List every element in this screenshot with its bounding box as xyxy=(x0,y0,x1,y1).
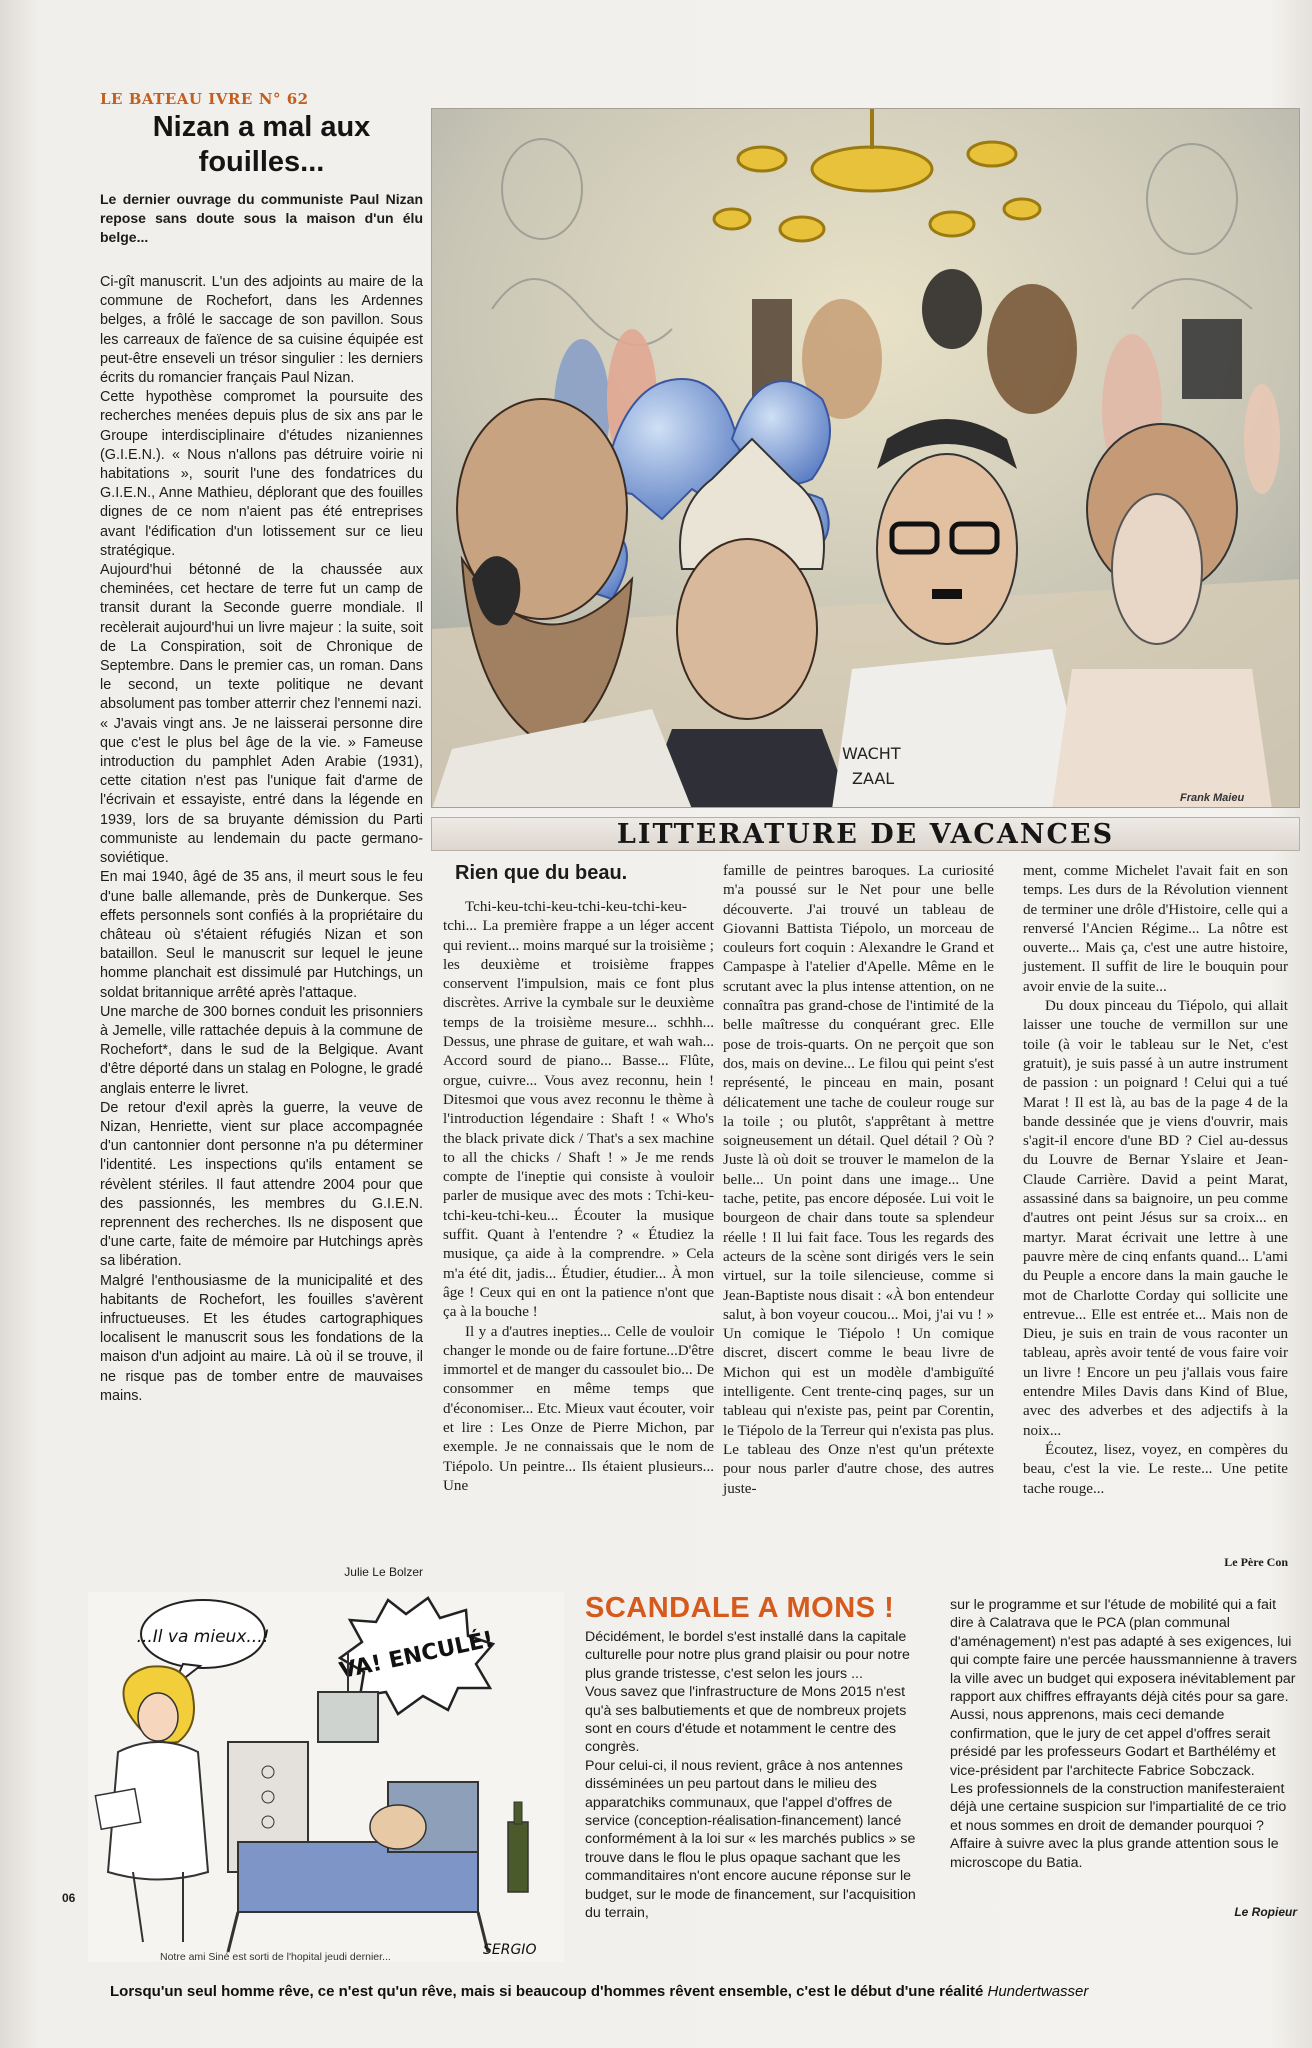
illustration-painting xyxy=(431,108,1300,808)
scandale-column-2 xyxy=(950,1596,1297,1872)
main-headline: Nizan a mal aux fouilles... xyxy=(152,111,371,178)
cartoon-speech-right: VA! ENCULÉ! xyxy=(337,1627,496,1685)
scandale-paragraph: Les professionnels de la construction manifesteraient déjà une certaine suspicion sur l'impartialité de ce trio et nous sommes en droit de demander pourquoi ? xyxy=(950,1781,1287,1834)
literature-paragraph: ment, comme Michelet l'avait fait en son temps. Les durs de la Révolution viennent de terminer une drôle d'Histoire, celle qui a renversé l'Ancien Régime... La nôtre est ouverte... Mais ça, c'est une autre histoire, justement. Il suffit de lire le bouquin pour avoir envie de la suite... xyxy=(1023,863,1288,995)
section-header xyxy=(431,817,1300,851)
main-paragraph: Aujourd'hui bétonné de la chaussée aux cheminées, cet hectare de terre fut un camp de transit durant la Seconde guerre mondiale. Il recèlerait aujourd'hui un livre majeur : la suite, soit de La Conspiration, soit de Chronique de Septembre. Dans le premier cas, un roman. Dans le second, un texte politique ne devant absolument pas tomber atterrir chez l'ennemi nazi. xyxy=(100,562,423,713)
scandale-paragraph: Pour celui-ci, il nous revient, grâce à nos antennes disséminées un peu partout dans le milieu des apparatchiks communaux, que l'appel d'offres de service (conception-réalisation-financement) lancé conformément à la loi sur « les marchés publics » se trouve dans le flou le plus opaque sachant que les commanditaires n'ont encore aucune réponse sur le budget, sur le mode de financement, sur l'acquisition du terrain, xyxy=(585,1757,916,1922)
main-paragraph: « J'avais vingt ans. Je ne laisserai personne dire que c'est le plus bel âge de la vie. » Fameuse introduction du pamphlet Aden Arabie (1931), cette citation n'est pas l'unique fait d'arme de l'écrivain et essayiste, entré dans la légende en 1939, lors de sa bruyante démission du Parti communiste au lendemain du pacte germano-soviétique. xyxy=(100,715,423,867)
cartoon-artist-signature: SERGIO xyxy=(483,1942,537,1958)
section-title: LITTERATURE DE VACANCES xyxy=(616,819,1115,850)
scandale-paragraph: Vous savez que l'infrastructure de Mons 2015 n'est qu'à ses balbutiements et que de nombreux projets sont en cours d'étude et notamment le centre des congrès. xyxy=(585,1684,907,1756)
literature-paragraph: Écoutez, lisez, voyez, en compères du beau, c'est la vie. Le reste... Une petite tache rouge... xyxy=(1023,1441,1288,1497)
scandale-paragraph: Affaire à suivre avec la plus grande attention sous le microscope du Batia. xyxy=(950,1836,1279,1871)
literature-paragraph: famille de peintres baroques. La curiosité m'a poussé sur le Net pour une belle découverte. J'ai trouvé un tableau de Giovanni Battista Tiépolo, un morceau de couleurs fort coquin : Alexandre le Grand et Campaspe à l'atelier d'Apelle. Même en le scrutant avec la plus intense attention, on ne connaîtra pas grand-chose de l'intimité de la belle maîtresse du conquérant grec. Elle pose de trois-quarts. On ne perçoit que son dos, mais on devine... Le filou qui peint s'est représenté, le pinceau en main, posant délicatement une tache de couleur rouge sur la toile ; ou plutôt, s'apprêtant à mettre soigneusement un détail. Quel détail ? Où ? Juste là où doit se trouver le mamelon de la belle... Un point dans une image... Une tache, petite, pas encore déposée. Lui voit le bourgeon de chair dans toute sa splendeur réelle ! Il lui fait face. Tous les regards des acteurs de la scène sont dirigés vers le sein virtuel, sur la toile silencieuse, comme si Jean-Baptiste nous disait : «À bon entendeur salut, à bon voyeur coucou... Moi, j'ai vu ! » Un comique le Tiépolo ! Un comique discret, discert comme le beau livre de Michon qui est un modèle d'ambiguïté intelligente. Cent trente-cinq pages, sur un tableau qui n'existe pas, peint par Corentin, le Tiépolo de la Terreur qui n'exista pas plus. Le tableau des Onze n'est qu'un prétexte pour nous parler d'autre chose, des autres juste- xyxy=(723,863,994,1497)
main-paragraph: Cette hypothèse compromet la poursuite des recherches menées depuis plus de six ans par le Groupe interdisciplinaire d'études nizaniennes (G.I.E.N.). « Nous n'allons pas détruire voirie ni habitations », sourit l'une des fondatrices du G.I.E.N., Anne Mathieu, déplorant que des fouilles dignes de ce nom n'aient pas été entreprises avant l'édification d'un lotissement sur ce lieu stratégique. xyxy=(100,389,423,559)
scandale-author: Le Ropieur xyxy=(1234,1905,1297,1919)
cartoon-speech-left: ...Il va mieux...! xyxy=(136,1627,270,1647)
masthead xyxy=(100,90,309,108)
illustration-credit: Frank Maieu xyxy=(1180,792,1245,804)
scandale-paragraph: Décidément, le bordel s'est installé dans la capitale culturelle pour notre plus grand plaisir ou pour notre plus grande tristesse, c'est selon les jours ... xyxy=(585,1629,910,1682)
main-paragraph: Une marche de 300 bornes conduit les prisonniers à Jemelle, ville rattachée depuis à la commune de Rochefort*, dans le sud de la Belgique. Avant d'être déporté dans un stalag en Pologne, le gradé anglais enterre le livret. xyxy=(100,1003,423,1097)
literature-paragraph: Il y a d'autres inepties... Celle de vouloir changer le monde ou de faire fortune...D'être immortel et de manger du cassoulet bio... De consommer en même temps que d'économiser... Etc. Mieux vaut écouter, voir et lire : Les Onze de Pierre Michon, par exemple. Je ne connaissais que le nom de Tiépolo. Un peintre... Ils étaient plusieurs... Une xyxy=(443,1323,714,1494)
literature-author: Le Père Con xyxy=(1224,1555,1288,1569)
scandale-paragraph: Aussi, nous apprenons, mais ceci demande confirmation, que le jury de cet appel d'offres serait présidé par les professeurs Godart et Barthélémy et vice-président par l'architecte Fabrice Sobczack. xyxy=(950,1707,1276,1779)
footer-quote-text: Lorsqu'un seul homme rêve, ce n'est qu'un rêve, mais si beaucoup d'hommes rêvent ensemble, c'est le début d'une réalité xyxy=(110,1983,984,2000)
main-article-body xyxy=(100,273,423,1406)
main-paragraph: De retour d'exil après la guerre, la veuve de Nizan, Henriette, vient sur place accompagnée d'un cantonnier dont personne n'a pu déterminer l'identité. Les inspections qu'ils entament se révèlent stériles. Il faut attendre 2004 pour que des passionnés, les membres du G.I.E.N. reprennent des recherches. Ils ne disposent que d'une carte, faite de mémoire par Hutchings après sa libération. xyxy=(100,1099,423,1270)
page-number: 06 xyxy=(62,1891,76,1905)
main-article-author: Julie Le Bolzer xyxy=(344,1565,423,1579)
footer-quote xyxy=(110,1983,1310,2000)
main-paragraph: Malgré l'enthousiasme de la municipalité et des habitants de Rochefort, les fouilles s'avèrent infructueuses. Et les études cartographiques localisent le manuscrit sous les fondations de la maison d'un adjoint au maire. Là où il se trouve, il ne risque pas de tomber entre de mauvaises mains. xyxy=(100,1272,423,1404)
literature-column-2 xyxy=(723,862,994,1499)
literature-subhead: Rien que du beau. xyxy=(455,862,628,884)
scandale-paragraph: sur le programme et sur l'étude de mobilité qui a fait dire à Calatrava que le PCA (plan communal d'aménagement) n'est pas adapté à ses exigences, lui qui compte faire une percée haussmannienne à travers la ville avec un budget qui exposera inévitablement par rapport aux chiffres effrayants déjà cités pour sa gare. xyxy=(950,1597,1298,1706)
illustration-signature-2: ZAAL xyxy=(852,769,895,788)
main-paragraph: Ci-gît manuscrit. L'un des adjoints au maire de la commune de Rochefort, dans les Ardennes belges, a frôlé le saccage de son pavillon. Sous les carreaux de faïence de sa cuisine équipée est peut-être enseveli un trésor singulier : les derniers écrits du romancier français Paul Nizan. xyxy=(100,274,423,387)
footer-quote-author: Hundertwasser xyxy=(987,1983,1089,2000)
scandale-column-1 xyxy=(585,1628,930,1923)
main-article xyxy=(100,110,423,1579)
main-paragraph: En mai 1940, âgé de 35 ans, il meurt sous le feu d'une balle allemande, près de Dunkerque. Ses effets personnels sont confiés à la propriétaire du château où s'étaient réfugiés Nizan et son bataillon. Seul le manuscrit sur lequel le jeune homme planchait est dissimulé par Hutchings, un soldat britannique arrêté après l'attaque. xyxy=(100,869,423,1001)
main-lede: Le dernier ouvrage du communiste Paul Nizan repose sans doute sous la maison d'un élu belge... xyxy=(100,191,423,245)
literature-column-1 xyxy=(443,862,714,1496)
literature-paragraph: Tchi-keu-tchi-keu-tchi-keu-tchi-keu-tchi... La première frappe a un léger accent qui revient... moins marqué sur la troisième ; les deuxième et troisième frappes conservent l'impulsion, mais ce font plus discrètes. Arrive la cymbale sur le deuxième temps de la troisième mesure... schhh... Dessus, une phrase de guitare, et wah wah... Accord sourd de piano... Basse... Flûte, orgue, cuivre... Vous avez reconnu, hein ! Ditesmoi que vous avez reconnu le thème à l'introduction légendaire : Shaft ! « Who's the black private dick / That's a sex machine to all the chicks / Shaft ! » Je me rends compte de l'ineptie qui consiste à vouloir parler de musique avec des mots : Tchi-keu-tchi-keu-tchi-keu... Écouter la musique suffit. Quant à l'entendre ? « Étudiez la musique, ça aide à la comprendre. » Cela m'a été dit, jadis... Étudier, étudier... À mon âge ! Ceux qui en ont la patience n'ont que ça à la bouche ! xyxy=(443,899,714,1321)
literature-article xyxy=(443,862,1301,1582)
literature-paragraph: Du doux pinceau du Tiépolo, qui allait laisser une touche de vermillon sur une toile (à voir le tableau sur le Net, c'est gratuit), je suis passé à un autre instrument de passion : un poignard ! Celui qui a tué Marat ! Il est là, au bas de la page 4 de la bande dessinée que je viens d'ouvrir, mais s'agit-il encore d'une BD ? Ciel au-dessus du Louvre de Bernar Yslaire et Jean-Claude Carrière. David a peint Marat, assassiné dans sa baignoire, un peu comme d'autres ont peint Jésus sur sa croix... en martyr. Marat écrivait une lettre à une pauvre mère de cinq enfants quand... L'ami du Peuple a encore dans la main gauche le mot de Charlotte Corday qui sollicite une entrevue... Elle est entrée et... Mais non de Dieu, je suis en train de vous raconter un tableau, après avoir tenté de vous faire voir un livre ! Encore un peu j'allais vous faire entendre Miles Davis dans Kind of Blue, avec des adverbes et des adjectifs à la noix... xyxy=(1023,998,1288,1439)
masthead-name: LE BATEAU IVRE xyxy=(100,90,253,108)
cartoon-illustration xyxy=(88,1592,564,1962)
scandale-title: SCANDALE A MONS ! xyxy=(585,1592,895,1624)
literature-column-3 xyxy=(1023,862,1288,1499)
illustration-signature-1: WACHT xyxy=(842,744,901,763)
cartoon-caption: Notre ami Siné est sorti de l'hopital jeudi dernier... xyxy=(160,1951,391,1963)
masthead-issue: N° 62 xyxy=(258,90,309,108)
